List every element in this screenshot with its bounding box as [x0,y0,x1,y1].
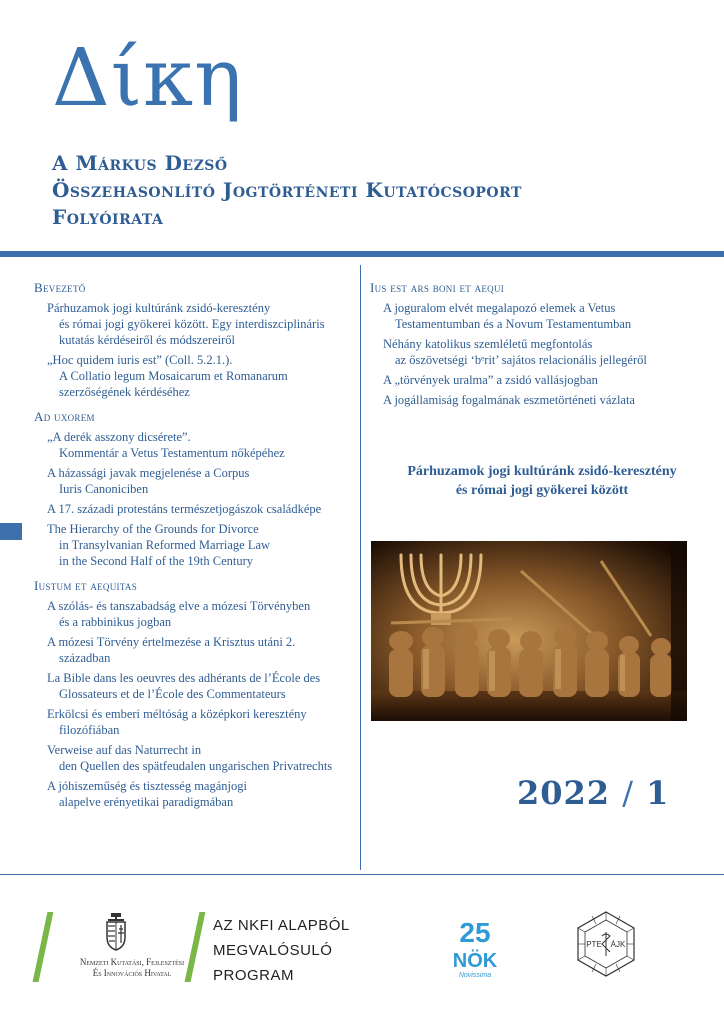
pte-left-text: PTE [586,940,602,949]
toc-line: Verweise auf das Naturrecht in [47,743,202,757]
section-heading: Iustum et aequitas [34,578,138,593]
contents-left-column [34,280,352,814]
subtitle-line: A Márkus Dezső [52,151,228,175]
relief-image [371,541,687,721]
toc-item [47,429,352,461]
toc-item [47,501,352,517]
toc-item [47,706,352,738]
toc-item [47,778,352,810]
toc-line: in the Second Half of the 19th Century [59,554,254,568]
toc-line: Néhány katolikus szemléletű megfontolás [383,337,593,351]
program-line: MEGVALÓSULÓ [213,942,333,959]
toc-item [47,300,352,348]
toc-line: A „törvények uralma” a zsidó vallásjogban [383,373,598,387]
nkfi-line: Nemzeti Kutatási, Fejlesztési [79,957,185,967]
hungarian-coat-of-arms-icon [105,913,127,955]
footer-rule [0,874,724,875]
toc-line: és a rabbinikus jogban [59,615,172,629]
toc-line: The Hierarchy of the Grounds for Divorce [47,522,259,536]
toc-line: den Quellen des spätfeudalen ungarischen Privatrechts [59,759,333,773]
toc-item [383,300,700,332]
toc-line: A mózesi Törvény értelmezése a Krisztus utáni 2. [47,635,296,649]
toc-line: A joguralom elvét megalapozó elemek a Vetus [383,301,616,315]
toc-item [47,670,352,702]
toc-line: filozófiában [59,723,120,737]
nok-logo [445,912,505,976]
pte-ajk-logo [572,910,640,982]
toc-line: A 17. századi protestáns természetjogászok családképe [47,502,322,516]
toc-item [47,465,352,497]
toc-item [47,742,352,774]
toc-line: szerzőségének kérdéséhez [59,385,190,399]
green-slash-decoration [33,912,54,982]
toc-line: A házassági javak megjelenése a Corpus [47,466,250,480]
toc-line: alapelve erényetikai paradigmában [59,795,234,809]
toc-line: és római jogi gyökerei között. Egy interdiszciplináris [59,317,325,331]
relief-photo [371,541,687,721]
toc-line: Kommentár a Vetus Testamentum nőképéhez [59,446,285,460]
column-divider [360,265,361,870]
toc-line: A Collatio legum Mosaicarum et Romanarum [59,369,288,383]
subtitle-line: Összehasonlító Jogtörténeti Kutatócsoport [52,178,522,202]
side-marker [0,523,22,540]
toc-item [47,598,352,630]
toc-line: A jóhiszeműség és tisztesség magánjogi [47,779,247,793]
program-line: PROGRAM [213,967,295,984]
toc-item [383,392,700,408]
journal-logo: Δίκη [52,31,244,124]
toc-line: az őszövetségi ‘bᵉrit’ sajátos relacionális jellegéről [395,353,647,367]
header-rule [0,251,724,257]
toc-line: in Transylvanian Reformed Marriage Law [59,538,271,552]
feature-title-line: és római jogi gyökerei között [455,483,629,498]
issue-year: 2022 [517,774,611,812]
nok-subtitle: Novissima [458,972,492,979]
subtitle-line: Folyóirata [52,205,164,229]
toc-line: A szólás- és tanszabadság elve a mózesi Törvényben [47,599,311,613]
feature-title-line: Párhuzamok jogi kultúránk zsidó-keresztény [407,464,677,479]
toc-line: „Hoc quidem iuris est” (Coll. 5.2.1.). [47,353,233,367]
nok-number: 25 [459,917,491,948]
toc-line: Iuris Canoniciben [59,482,149,496]
issue-separator: / [622,774,634,812]
pte-right-text: ÁJK [610,940,626,949]
toc-line: Testamentumban és a Novum Testamentumban [395,317,632,331]
toc-item [47,352,352,400]
section-heading: Bevezető [34,280,86,295]
toc-item [383,372,700,388]
journal-subtitle [52,150,522,231]
toc-line: La Bible dans les oeuvres des adhérants de l’École des [47,671,321,685]
program-line: AZ NKFI ALAPBÓL [213,917,350,934]
issue-number [517,774,669,812]
toc-item [383,336,700,368]
toc-line: A jogállamiság fogalmának eszmetörténeti vázlata [383,393,635,407]
nok-letters: NÖK [452,950,498,972]
issue-no: 1 [646,774,670,812]
toc-line: Glossateurs et de l’École des Commentateurs [59,687,286,701]
toc-line: Párhuzamok jogi kultúránk zsidó-keresztény [47,301,271,315]
program-label [213,913,350,988]
toc-line: Erkölcsi és emberi méltóság a középkori keresztény [47,707,307,721]
section-heading: Ius est ars boni et aequi [370,280,505,295]
toc-line: „A derék asszony dicsérete”. [47,430,191,444]
nkfi-line: És Innovációs Hivatal [92,968,172,978]
nkfi-name [62,957,202,979]
toc-line: században [59,651,111,665]
contents-right-column [370,280,700,412]
toc-item [47,521,352,569]
toc-line: kutatás kérdéseiről és módszereiről [59,333,235,347]
section-heading: Ad uxorem [34,409,95,424]
feature-title [362,462,722,500]
toc-item [47,634,352,666]
